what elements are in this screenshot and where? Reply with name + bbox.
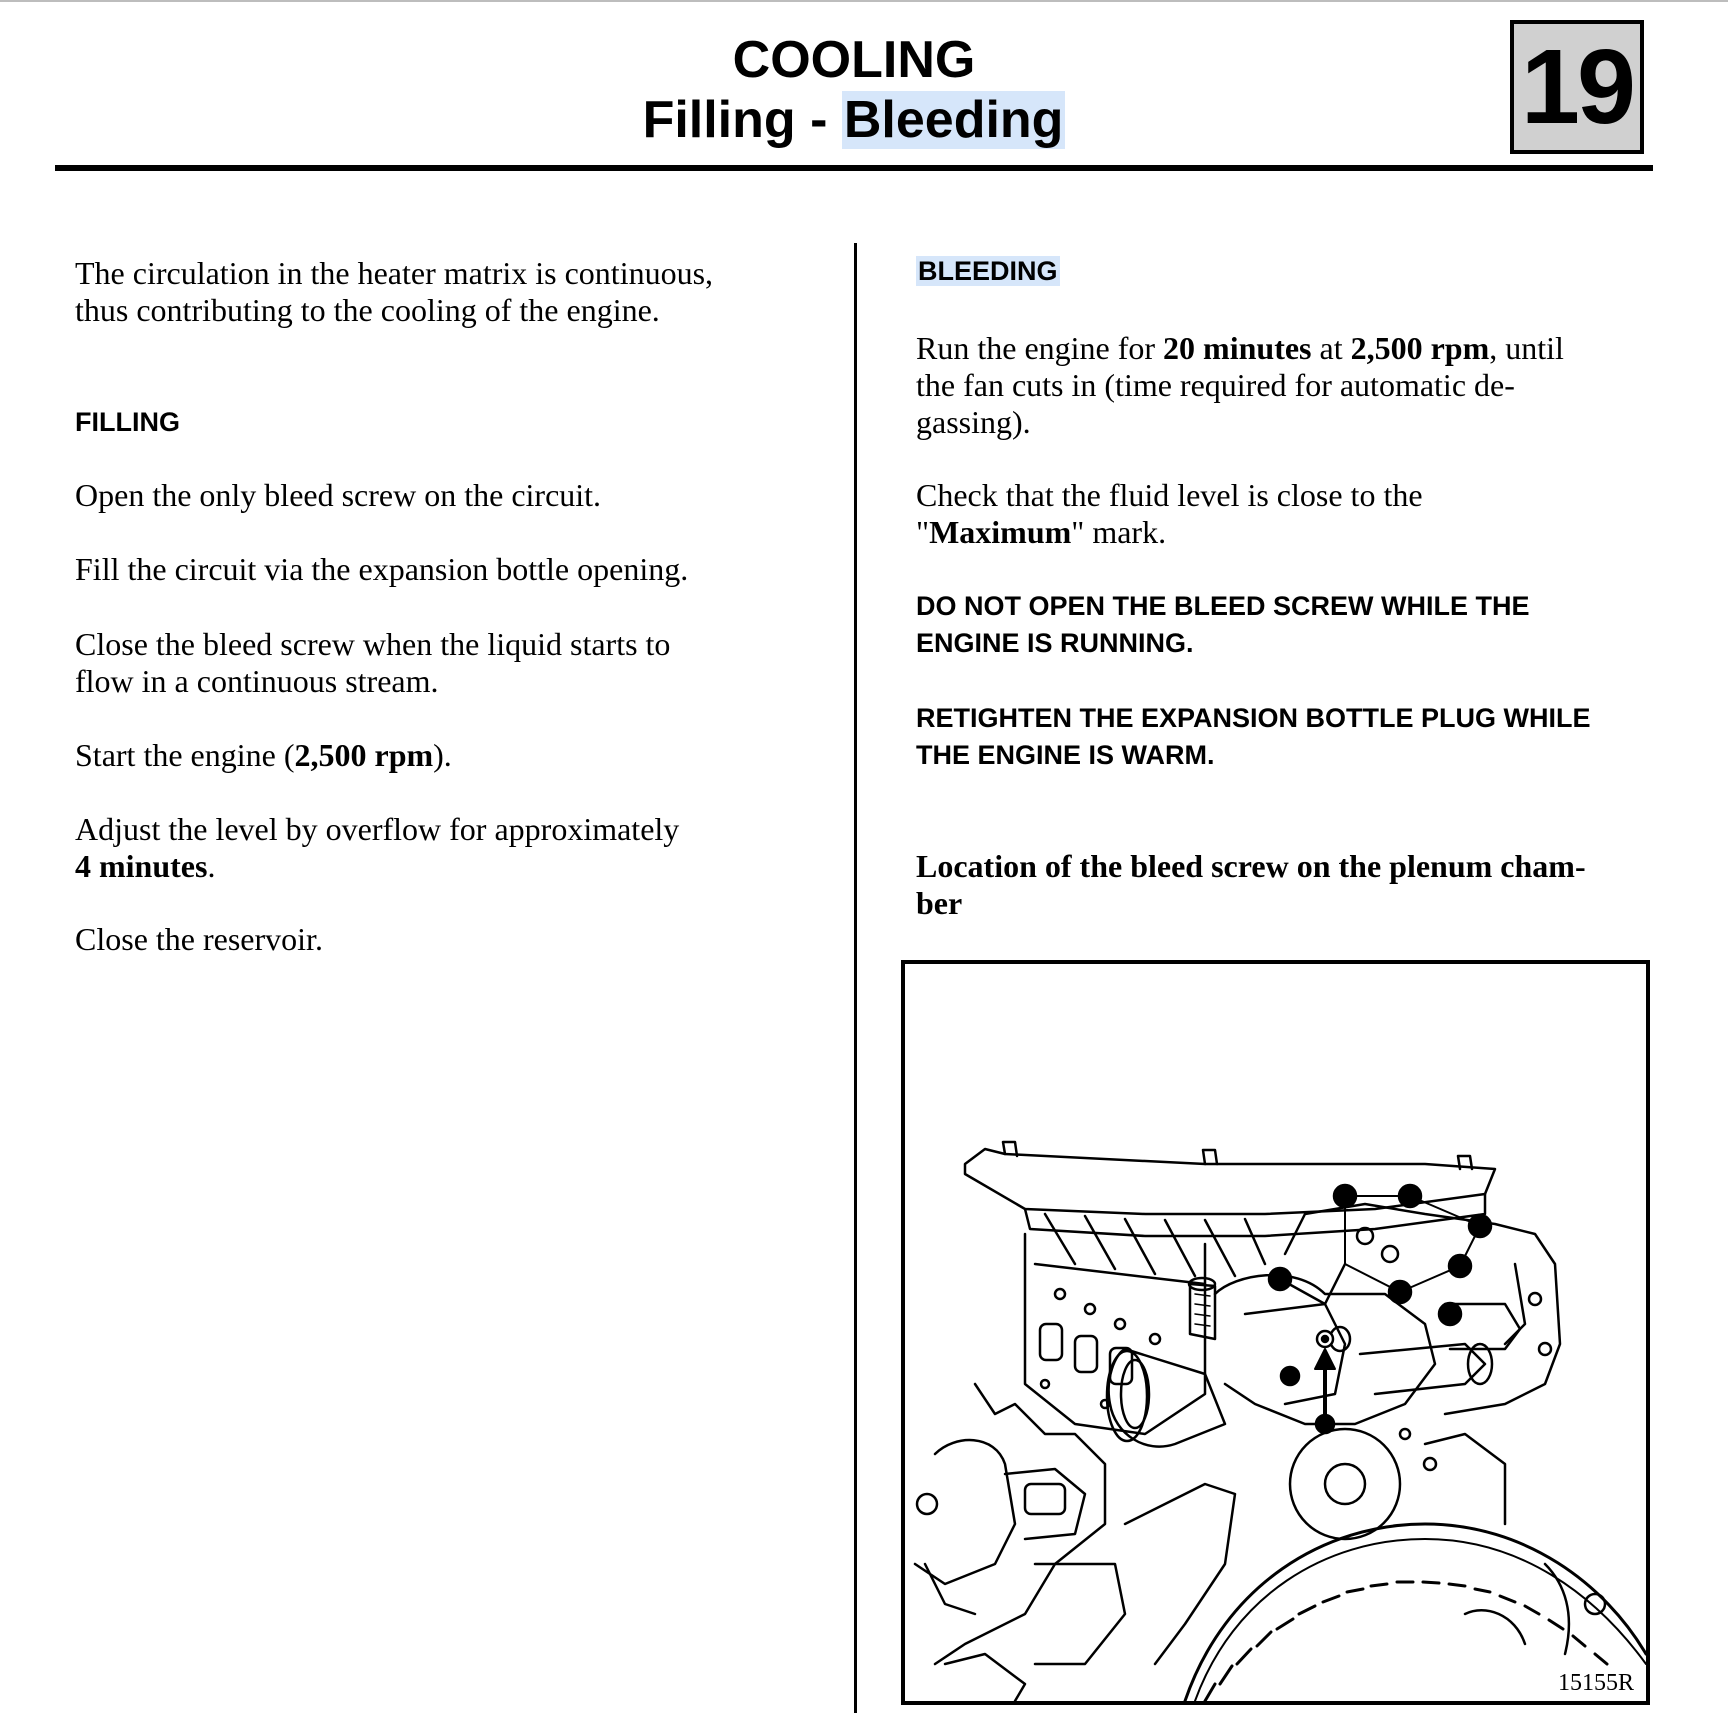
step-text: . bbox=[207, 848, 216, 884]
step-text: ). bbox=[433, 737, 452, 773]
step-text: Start the engine ( bbox=[75, 737, 295, 773]
figure-caption bbox=[916, 848, 1636, 922]
step-line bbox=[75, 848, 775, 885]
engine-diagram bbox=[905, 964, 1646, 1701]
intro-line: The circulation in the heater matrix is continuous, bbox=[75, 255, 714, 291]
intro-line: thus contributing to the cooling of the engine. bbox=[75, 292, 660, 328]
step-text: Run the engine for bbox=[916, 330, 1164, 366]
subtitle-prefix: Filling - bbox=[642, 91, 842, 149]
subtitle-highlight: Bleeding bbox=[843, 91, 1064, 149]
warning-bleed-screw bbox=[916, 588, 1636, 662]
figure-reference: 15155R bbox=[1557, 1670, 1634, 1696]
caption-line: Location of the bleed screw on the plenum cham- bbox=[916, 848, 1586, 884]
step-line bbox=[916, 514, 1636, 551]
bleeding-heading-text: BLEEDING bbox=[918, 256, 1058, 286]
filling-step-4 bbox=[75, 737, 775, 774]
page-header bbox=[55, 20, 1653, 170]
step-line bbox=[916, 330, 1636, 367]
top-rule bbox=[0, 0, 1728, 2]
column-divider bbox=[854, 243, 857, 1713]
page-subtitle bbox=[55, 88, 1653, 152]
step-text: " mark. bbox=[1071, 514, 1167, 550]
filling-step-2: Fill the circuit via the expansion bottle opening. bbox=[75, 551, 689, 587]
engine-figure bbox=[901, 960, 1650, 1705]
maximum-mark: Maximum bbox=[929, 514, 1072, 550]
warning-line: DO NOT OPEN THE BLEED SCREW WHILE THE bbox=[916, 591, 1530, 621]
step-line: Adjust the level by overflow for approximately bbox=[75, 811, 680, 847]
duration-value: 20 minutes bbox=[1163, 330, 1312, 366]
step-line: flow in a continuous stream. bbox=[75, 663, 439, 699]
warning-line: RETIGHTEN THE EXPANSION BOTTLE PLUG WHILE bbox=[916, 703, 1591, 733]
step-line: the fan cuts in (time required for automatic de- bbox=[916, 367, 1515, 403]
filling-step-1: Open the only bleed screw on the circuit. bbox=[75, 477, 602, 513]
step-line: gassing). bbox=[916, 404, 1031, 440]
filling-step-3 bbox=[75, 626, 775, 700]
bleeding-heading bbox=[916, 253, 1636, 290]
filling-heading: FILLING bbox=[75, 407, 180, 437]
step-text: at bbox=[1311, 330, 1351, 366]
warning-line: ENGINE IS RUNNING. bbox=[916, 628, 1194, 658]
duration-value: 4 minutes bbox=[75, 848, 208, 884]
warning-line: THE ENGINE IS WARM. bbox=[916, 740, 1215, 770]
intro-paragraph bbox=[75, 255, 775, 329]
section-number-badge: 19 bbox=[1510, 20, 1644, 154]
step-line: Close the bleed screw when the liquid starts to bbox=[75, 626, 671, 662]
step-text: , until bbox=[1489, 330, 1564, 366]
rpm-value: 2,500 rpm bbox=[1350, 330, 1490, 366]
bleeding-run-paragraph bbox=[916, 330, 1636, 441]
filling-step-6: Close the reservoir. bbox=[75, 921, 323, 957]
bleeding-check-paragraph bbox=[916, 477, 1636, 551]
step-line: Check that the fluid level is close to the bbox=[916, 477, 1423, 513]
filling-step-5 bbox=[75, 811, 775, 885]
rpm-value: 2,500 rpm bbox=[294, 737, 434, 773]
step-text: " bbox=[916, 514, 930, 550]
page-title: COOLING bbox=[732, 31, 976, 89]
caption-line: ber bbox=[916, 885, 963, 921]
warning-expansion-plug bbox=[916, 700, 1636, 774]
header-rule bbox=[55, 165, 1653, 171]
